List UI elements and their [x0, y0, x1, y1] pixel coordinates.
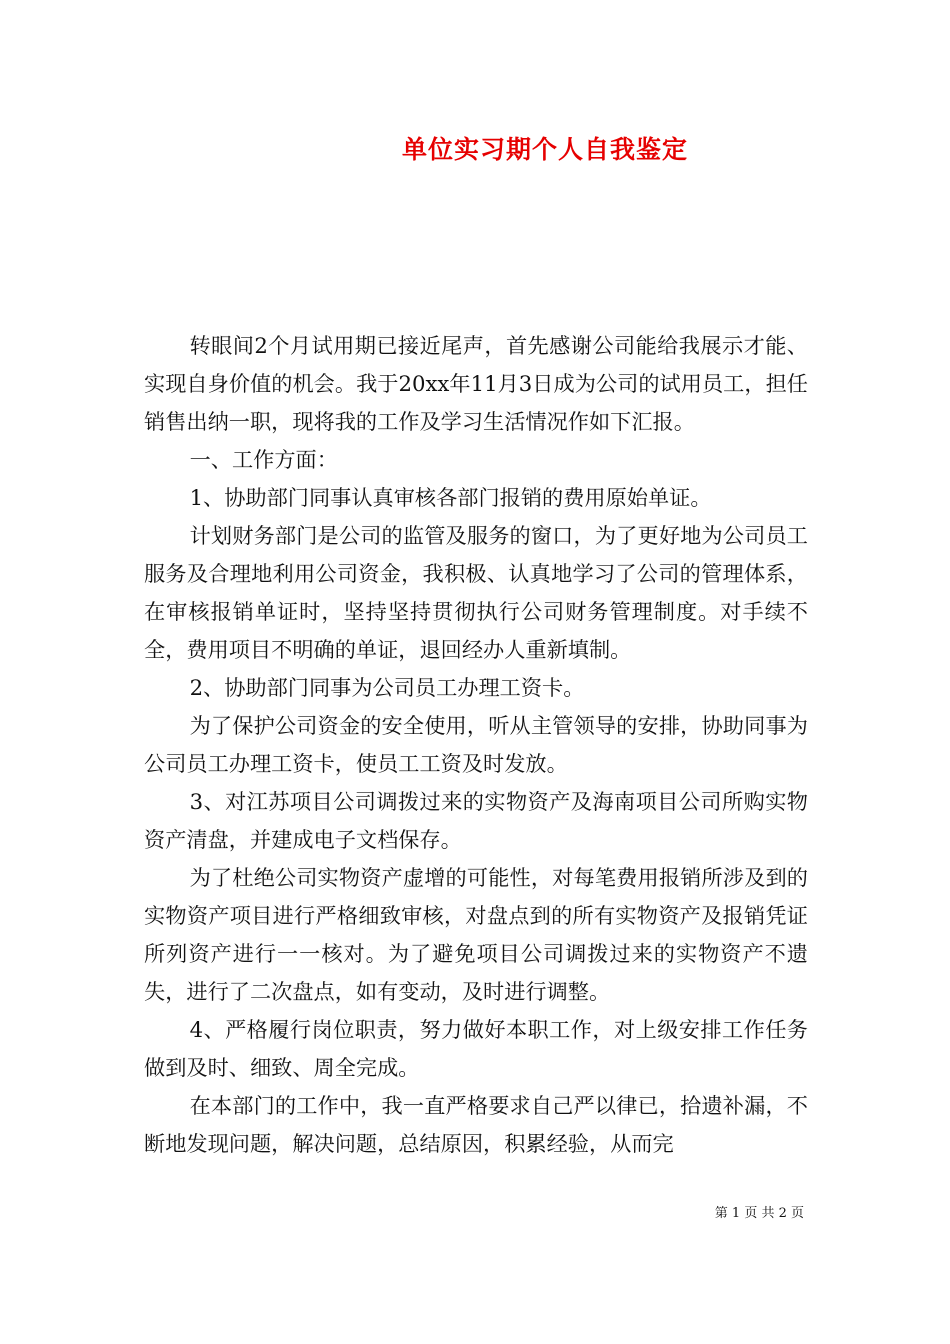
item-body-2: 为了保护公司资金的安全使用，听从主管领导的安排，协助同事为公司员工办理工资卡，使员工工资及时发放。 — [144, 713, 808, 776]
item-heading-3: 3、对江苏项目公司调拨过来的实物资产及海南项目公司所购实物资产清盘，并建成电子文档保存。 — [144, 789, 808, 852]
item-heading-2: 2、协助部门同事为公司员工办理工资卡。 — [189, 675, 585, 700]
document-body — [144, 327, 808, 1163]
item-body-4: 在本部门的工作中，我一直严格要求自己严以律已，拾遗补漏，不断地发现问题，解决问题，总结原因，积累经验，从而完 — [144, 1093, 808, 1156]
document-title: 单位实习期个人自我鉴定 — [401, 135, 688, 164]
item-body-3: 为了杜绝公司实物资产虚增的可能性，对每笔费用报销所涉及到的实物资产项目进行严格细致审核，对盘点到的所有实物资产及报销凭证所列资产进行一一核对。为了避免项目公司调拨过来的实物资产不遗失，进行了二次盘点，如有变动，及时进行调整。 — [144, 865, 808, 1004]
section-heading-work: 一、工作方面： — [189, 447, 338, 472]
paragraph-intro: 转眼间2个月试用期已接近尾声，首先感谢公司能给我展示才能、实现自身价值的机会。我于20xx年11月3日成为公司的试用员工，担任销售出纳一职，现将我的工作及学习生活情况作如下汇报。 — [144, 333, 808, 434]
page-number-footer: 第 1 页 共 2 页 — [714, 1206, 804, 1221]
item-heading-4: 4、严格履行岗位职责，努力做好本职工作，对上级安排工作任务做到及时、细致、周全完成。 — [144, 1017, 808, 1080]
item-heading-1: 1、协助部门同事认真审核各部门报销的费用原始单证。 — [189, 485, 712, 510]
item-body-1: 计划财务部门是公司的监管及服务的窗口，为了更好地为公司员工服务及合理地利用公司资金，我积极、认真地学习了公司的管理体系，在审核报销单证时，坚持坚持贯彻执行公司财务管理制度。对手续不全，费用项目不明确的单证，退回经办人重新填制。 — [144, 523, 808, 662]
